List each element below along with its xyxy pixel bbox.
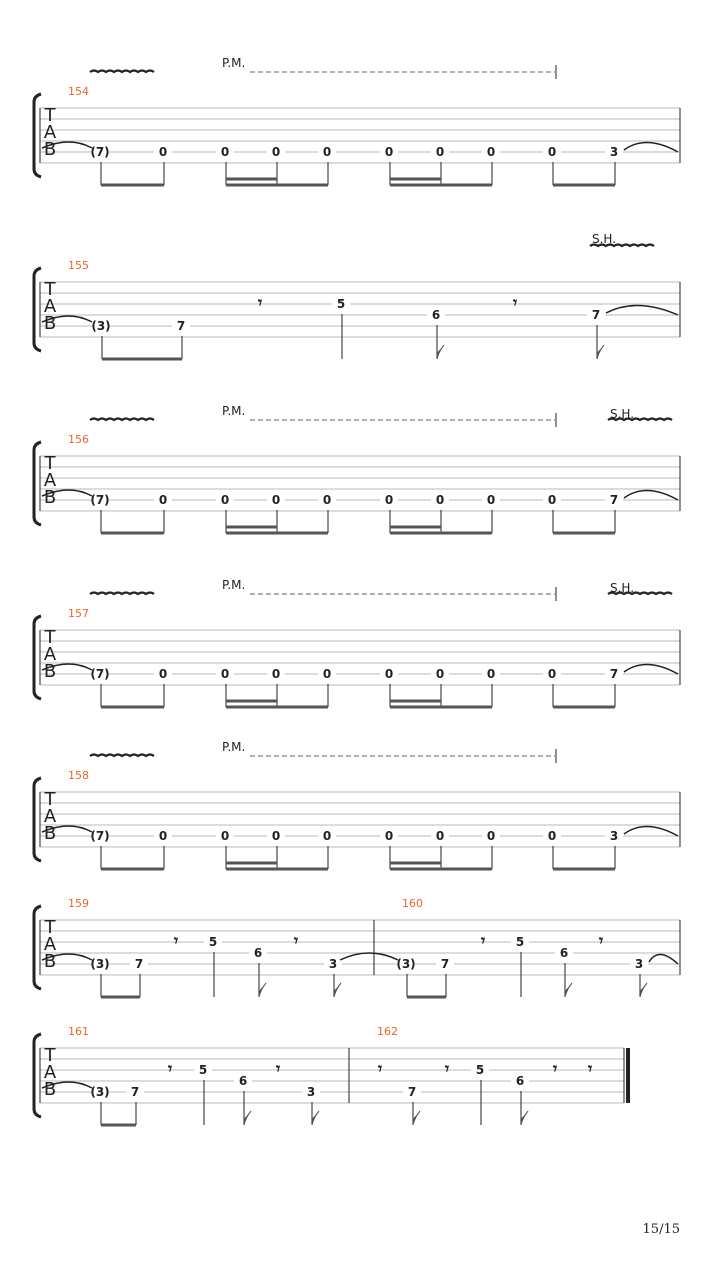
fret-number: 0 [271,493,281,507]
fret-number: (3) [91,319,111,333]
tab-clef-letter: B [43,951,57,972]
fret-number: 0 [384,829,394,843]
tie-out [624,142,678,152]
palm-mute-label: P.M. [222,740,246,754]
palm-mute-label: P.M. [222,404,246,418]
note-flag [565,983,572,997]
measure-number: 162 [377,1025,398,1038]
tie-out [624,664,678,674]
fret-number: 5 [208,935,218,949]
note-flag [244,1111,251,1125]
fret-number: 0 [271,145,281,159]
fret-number: 0 [435,829,445,843]
fret-number: 7 [176,319,186,333]
eighth-rest: 𝄾 [512,293,518,312]
fret-number: 0 [547,829,557,843]
tab-system [34,740,680,869]
fret-number: 6 [431,308,441,322]
eighth-rest: 𝄾 [552,1059,558,1078]
tab-clef-letter: B [43,661,57,682]
measure-number: 154 [68,85,89,98]
fret-number: 6 [515,1074,525,1088]
fret-number: 0 [322,829,332,843]
fret-number: 7 [134,957,144,971]
tab-system [34,897,680,997]
tab-clef-letter: T [44,789,56,810]
tie-out [606,305,678,315]
fret-number: 7 [591,308,601,322]
palm-mute-label: P.M. [222,578,246,592]
note-flag [259,983,266,997]
vibrato-wave [608,593,672,595]
fret-number: 5 [336,297,346,311]
tab-system [34,578,680,707]
fret-number: 0 [435,667,445,681]
fret-number: 0 [322,145,332,159]
fret-number: 0 [220,829,230,843]
fret-number: (7) [90,493,110,507]
note-flag [437,345,444,359]
tab-system [34,404,680,533]
tab-clef-letter: A [43,806,57,827]
fret-number: (3) [90,1085,110,1099]
tab-clef-letter: B [43,823,57,844]
tab-clef-letter: T [44,1045,56,1066]
tab-clef-letter: A [43,122,57,143]
tab-clef-letter: B [43,1079,57,1100]
vibrato-wave [90,419,154,421]
tie-out [649,954,678,964]
tie [340,953,398,960]
fret-number: 7 [440,957,450,971]
fret-number: 7 [609,493,619,507]
fret-number: 3 [609,829,619,843]
vibrato-wave [90,593,154,595]
note-flag [521,1111,528,1125]
fret-number: 0 [158,829,168,843]
eighth-rest: 𝄾 [167,1059,173,1078]
eighth-rest: 𝄾 [598,931,604,950]
eighth-rest: 𝄾 [480,931,486,950]
slide-hold-label: S.H. [610,407,635,421]
fret-number: 0 [384,667,394,681]
measure-number: 158 [68,769,89,782]
fret-number: 6 [238,1074,248,1088]
tab-system [34,56,680,185]
fret-number: 0 [547,667,557,681]
fret-number: (7) [90,667,110,681]
slide-hold-label: S.H. [610,581,635,595]
fret-number: 0 [486,145,496,159]
fret-number: 0 [435,493,445,507]
vibrato-wave [590,245,654,247]
note-flag [597,345,604,359]
fret-number: 0 [158,667,168,681]
fret-number: 0 [220,667,230,681]
fret-number: 6 [559,946,569,960]
eighth-rest: 𝄾 [293,931,299,950]
fret-number: 0 [220,145,230,159]
tab-system [34,1025,628,1125]
palm-mute-label: P.M. [222,56,246,70]
tab-clef-letter: A [43,1062,57,1083]
fret-number: 0 [486,829,496,843]
fret-number: 6 [253,946,263,960]
fret-number: (3) [396,957,416,971]
fret-number: 5 [475,1063,485,1077]
fret-number: 3 [306,1085,316,1099]
fret-number: (3) [90,957,110,971]
fret-number: 0 [271,667,281,681]
fret-number: 0 [435,145,445,159]
tab-clef-letter: A [43,644,57,665]
fret-number: 0 [271,829,281,843]
tab-clef-letter: T [44,453,56,474]
fret-number: 0 [486,493,496,507]
note-flag [413,1111,420,1125]
measure-number: 161 [68,1025,89,1038]
fret-number: 7 [609,667,619,681]
fret-number: 0 [158,493,168,507]
fret-number: (7) [90,829,110,843]
note-flag [640,983,647,997]
measure-number: 156 [68,433,89,446]
tab-clef-letter: T [44,279,56,300]
tab-clef-letter: B [43,139,57,160]
fret-number: 0 [322,667,332,681]
fret-number: 0 [322,493,332,507]
tab-clef-letter: B [43,313,57,334]
fret-number: 0 [547,145,557,159]
measure-number: 159 [68,897,89,910]
measure-number: 157 [68,607,89,620]
note-flag [312,1111,319,1125]
eighth-rest: 𝄾 [275,1059,281,1078]
eighth-rest: 𝄾 [257,293,263,312]
tab-clef-letter: B [43,487,57,508]
fret-number: 5 [515,935,525,949]
tab-clef-letter: A [43,470,57,491]
fret-number: 0 [220,493,230,507]
eighth-rest: 𝄾 [444,1059,450,1078]
fret-number: 0 [384,145,394,159]
vibrato-wave [90,71,154,73]
tab-clef-letter: T [44,105,56,126]
eighth-rest: 𝄾 [173,931,179,950]
fret-number: (7) [90,145,110,159]
tab-clef-letter: T [44,627,56,648]
fret-number: 0 [547,493,557,507]
eighth-rest: 𝄾 [377,1059,383,1078]
vibrato-wave [608,419,672,421]
fret-number: 5 [198,1063,208,1077]
slide-hold-label: S.H. [592,232,617,246]
page-number: 15/15 [642,1222,680,1237]
tie-out [624,490,678,500]
fret-number: 3 [328,957,338,971]
fret-number: 0 [384,493,394,507]
tab-clef-letter: A [43,296,57,317]
measure-number: 155 [68,259,89,272]
measure-number: 160 [402,897,423,910]
note-flag [334,983,341,997]
fret-number: 7 [407,1085,417,1099]
eighth-rest: 𝄾 [587,1059,593,1078]
tab-clef-letter: A [43,934,57,955]
fret-number: 3 [609,145,619,159]
vibrato-wave [90,755,154,757]
fret-number: 0 [158,145,168,159]
fret-number: 0 [486,667,496,681]
tab-clef-letter: T [44,917,56,938]
fret-number: 7 [130,1085,140,1099]
tie-out [624,826,678,836]
tab-system [34,232,680,359]
fret-number: 3 [634,957,644,971]
